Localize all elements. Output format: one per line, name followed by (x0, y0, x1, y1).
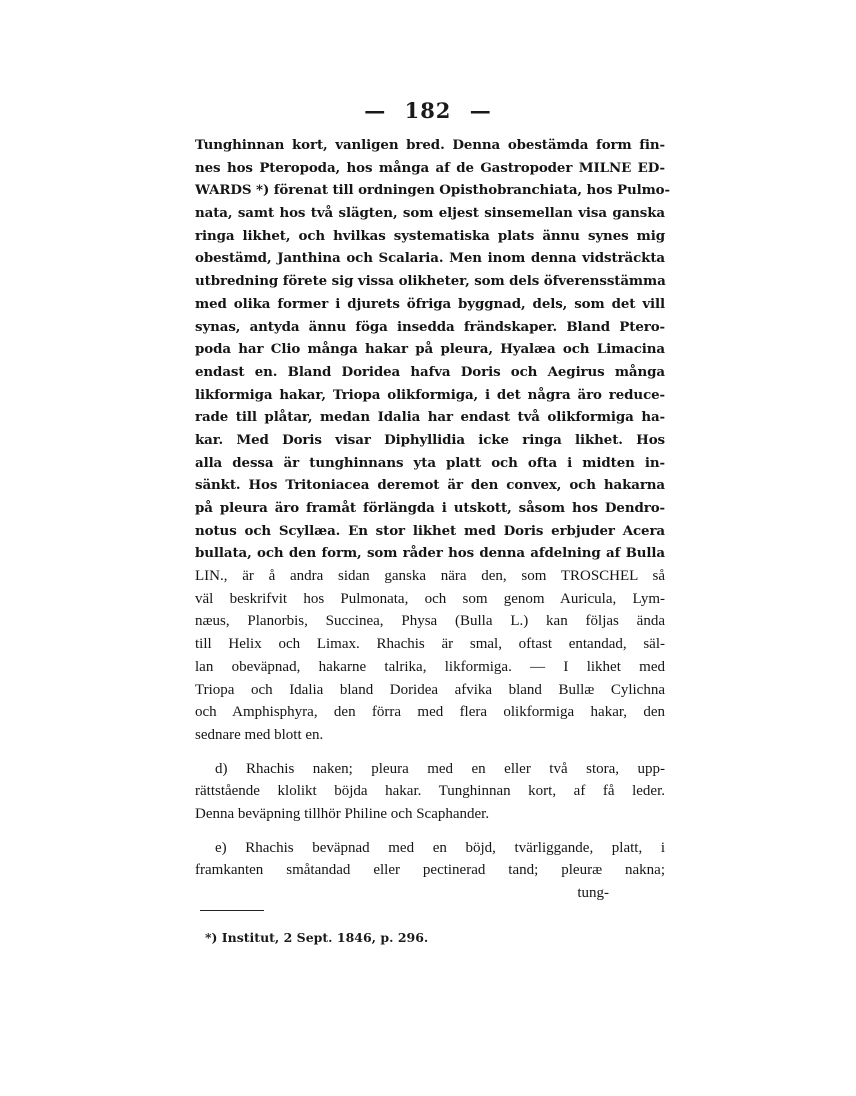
header-dash-left: — (364, 98, 387, 123)
text-line: poda har Clio många hakar på pleura, Hyalæa och Limacina (195, 341, 665, 358)
text-line: alla dessa är tunghinnans yta platt och ofta i midten in- (195, 454, 665, 471)
text-line: WARDS *) förenat till ordningen Opisthobranchiata, hos Pulmo- (195, 182, 670, 199)
paragraph-d-line: d) Rhachis naken; pleura med en eller två stora, upp- (215, 760, 665, 777)
paragraph-d-line: rättstående klolikt böjda hakar. Tunghinnan kort, af få leder. (195, 783, 665, 800)
footnote-rule (200, 910, 264, 911)
text-line: och Amphisphyra, den förra med flera olikformiga hakar, den (195, 704, 665, 721)
text-line: nata, samt hos två slägten, som eljest sinsemellan visa ganska (195, 205, 665, 222)
main-text (195, 134, 670, 905)
text-line: endast en. Bland Doridea hafva Doris och Aegirus många (195, 363, 665, 380)
page-number: 182 (404, 98, 452, 123)
paragraph-d-line: Denna beväpning tillhör Philine och Scaphander. (195, 805, 490, 822)
text-line: LIN., är å andra sidan ganska nära den, som TROSCHEL så (195, 568, 665, 585)
text-line: synas, antyda ännu föga insedda frändskaper. Bland Ptero- (195, 318, 665, 335)
text-line: Triopa och Idalia bland Doridea afvika bland Bullæ Cylichna (195, 681, 665, 698)
text-line: på pleura äro framåt förlängda i utskott, såsom hos Dendro- (195, 500, 665, 516)
text-line: kar. Med Doris visar Diphyllidia icke ringa likhet. Hos (195, 431, 665, 448)
text-line: nes hos Pteropoda, hos många af de Gastropoder MILNE ED- (195, 159, 665, 176)
catchword: tung- (577, 885, 609, 901)
footnote: *) Institut, 2 Sept. 1846, p. 296. (205, 930, 429, 945)
header-dash-right: — (469, 98, 492, 123)
page-header (0, 98, 856, 123)
paragraph-e-line: e) Rhachis beväpnad med en böjd, tvärliggande, platt, i (215, 839, 665, 856)
text-line: ringa likhet, och hvilkas systematiska plats ännu synes mig (195, 227, 665, 244)
paragraph-e-line: framkanten småtandad eller pectinerad tand; pleuræ nakna; (195, 862, 665, 879)
text-line: väl beskrifvit hos Pulmonata, och som genom Auricula, Lym- (195, 590, 665, 607)
text-line: notus och Scyllæa. En stor likhet med Doris erbjuder Acera (195, 522, 665, 539)
text-line: sänkt. Hos Tritoniacea deremot är den convex, och hakarna (195, 477, 665, 494)
text-line: næus, Planorbis, Succinea, Physa (Bulla L.) kan följas ända (195, 613, 665, 630)
text-line: bullata, och den form, som råder hos denna afdelning af Bulla (195, 545, 665, 562)
text-line: utbredning förete sig vissa olikheter, som dels öfverensstämma (195, 273, 666, 290)
text-line: likformiga hakar, Triopa olikformiga, i det några äro reduce- (195, 386, 665, 403)
text-line: rade till plåtar, medan Idalia har endast två olikformiga ha- (195, 409, 665, 426)
text-line: med olika former i djurets öfriga byggnad, dels, som det vill (195, 295, 665, 312)
text-line: sednare med blott en. (195, 726, 324, 743)
text-line: till Helix och Limax. Rhachis är smal, oftast entandad, säl- (195, 636, 665, 653)
text-line: obestämd, Janthina och Scalaria. Men inom denna vidsträckta (195, 250, 665, 267)
text-line: Tunghinnan kort, vanligen bred. Denna obestämda form fin- (195, 137, 665, 153)
text-line: lan obeväpnad, hakarne talrika, likformiga. — I likhet med (195, 658, 665, 675)
